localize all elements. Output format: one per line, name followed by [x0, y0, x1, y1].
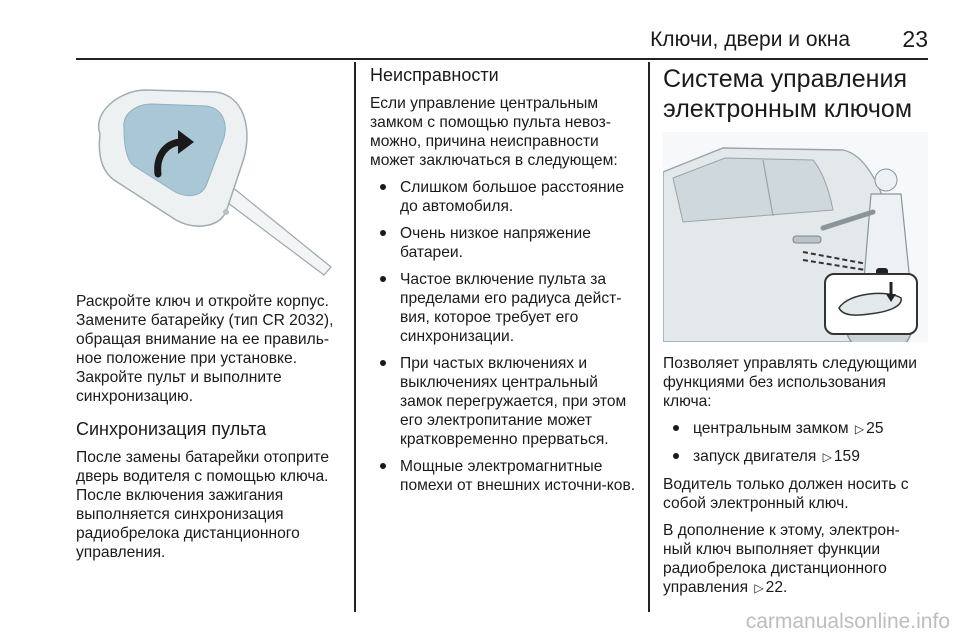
page-number: 23 — [902, 26, 928, 52]
list-item: Очень низкое напряжение батареи. — [370, 224, 638, 262]
page-reference[interactable]: 159 — [833, 448, 860, 465]
door-handle — [793, 236, 821, 243]
column-left — [76, 62, 344, 562]
list-item: запуск двигателя ▷ 159 — [663, 447, 928, 467]
keyless-heading: Система управления электронным ключом — [663, 65, 913, 123]
column-divider — [354, 62, 356, 612]
column-right — [663, 62, 928, 598]
list-item: Мощные электромагнитные помехи от внешних источни-ков. — [370, 457, 638, 495]
triangle-right-outline-icon: ▷ — [754, 581, 764, 595]
list-item: Частое включение пульта за пределами его радиуса дейст-вия, которое требует его синхронизации. — [370, 270, 638, 346]
key-blade — [216, 182, 331, 275]
sync-heading: Синхронизация пульта — [76, 419, 267, 439]
list-item: Слишком большое расстояние до автомобиля. — [370, 178, 638, 216]
triangle-right-outline-icon: ▷ — [822, 450, 832, 464]
person-head — [875, 169, 897, 191]
keyless-intro: Позволяет управлять следующими функциями без использования ключа: — [663, 355, 917, 410]
list-item: центральным замком ▷ 25 — [663, 419, 928, 439]
list-item: При частых включениях и выключениях центральный замок перегружается, при этом его электропитание может кратковременно прерваться. — [370, 354, 638, 449]
key-battery-figure — [76, 62, 344, 280]
keyless-car-figure — [663, 132, 928, 342]
keyless-note: Водитель только должен носить с собой электронный ключ. — [663, 476, 909, 512]
watermark: carmanualsonline.info — [745, 610, 950, 633]
keyless-functions-list — [663, 419, 928, 467]
sync-text: После замены батарейки отоприте дверь водителя с помощью ключа. После включения зажигания выполняется синхронизация радиобрелока дистанционного управления. — [76, 449, 330, 561]
key-ring-hole — [223, 209, 229, 215]
header-title: Ключи, двери и окна — [650, 28, 850, 51]
malfunctions-list — [370, 178, 638, 495]
battery-replacement-text: Раскройте ключ и откройте корпус. Замените батарейку (тип CR 2032), обращая внимание на ее правиль-ное положение при установке. Закройте пульт и выполните синхронизацию. — [76, 293, 334, 405]
header-rule — [76, 58, 928, 60]
page-reference[interactable]: 25 — [866, 420, 884, 437]
keyless-extra: В дополнение к этому, электрон-ный ключ выполняет функции радиобрелока дистанционного управления ▷ 22. — [663, 522, 900, 596]
column-divider — [648, 62, 650, 612]
malfunctions-heading: Неисправности — [370, 65, 499, 85]
triangle-right-outline-icon: ▷ — [854, 422, 865, 436]
page-reference[interactable]: 22. — [765, 579, 788, 596]
column-middle — [370, 62, 638, 495]
malfunctions-intro: Если управление центральным замком с помощью пульта невоз-можно, причина неисправности может заключаться в следующем: — [370, 95, 618, 169]
